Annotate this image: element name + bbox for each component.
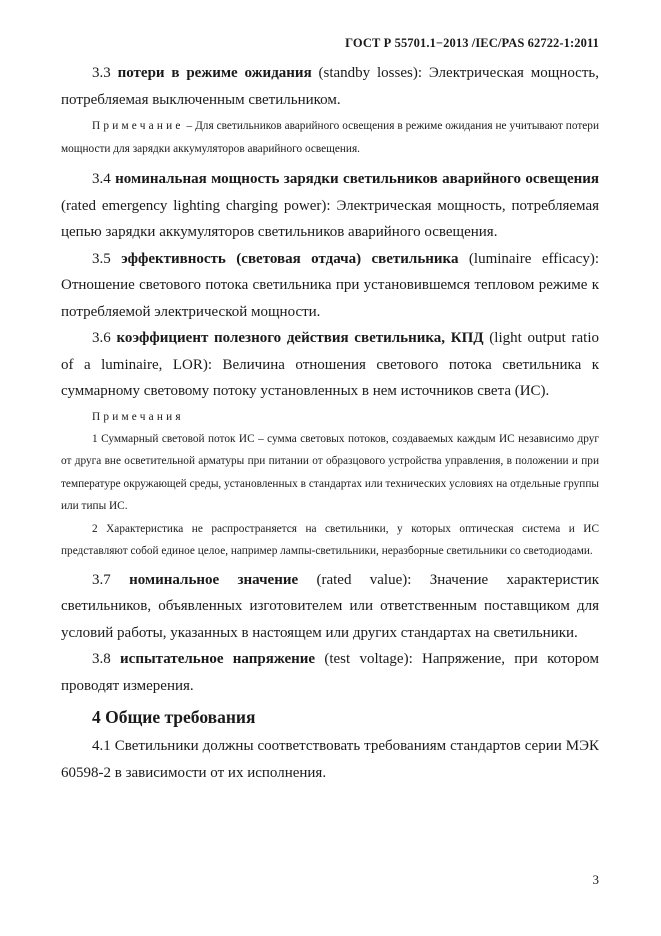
- notes-heading: [61, 406, 599, 428]
- term-3-3: [61, 60, 599, 113]
- term-definition: (rated emergency lighting charging power): Электрическая мощность, потребляемая цепью зарядки аккумуляторов светильников аварийного освещения.: [61, 197, 599, 240]
- term-number: 3.6: [92, 330, 111, 346]
- term-definition: (luminaire efficacy): Отношение светового потока светильника при установившемся тепловом режиме к потребляемой электрической мощности.: [61, 250, 599, 320]
- term-number: 3.5: [92, 250, 111, 267]
- term-title: эффективность (световая отдача) светильника: [121, 250, 459, 267]
- term-3-5: [61, 246, 599, 326]
- term-3-6: [61, 325, 599, 405]
- term-number: 3.7: [92, 571, 111, 588]
- term-3-4: [61, 166, 599, 246]
- document-header: ГОСТ Р 55701.1−2013 /IEC/PAS 62722-1:2011: [345, 36, 599, 50]
- term-definition: (test voltage): Напряжение, при котором проводят измерения.: [61, 651, 599, 694]
- term-number: 3.3: [92, 65, 111, 81]
- term-number: 3.4: [92, 171, 111, 187]
- notes-label: Примечания: [92, 410, 184, 423]
- term-3-7: [61, 567, 599, 647]
- section-heading: 4 Общие требования: [92, 707, 256, 727]
- term-title: потери в режиме ожидания: [117, 65, 312, 81]
- term-title: испытательное напряжение: [120, 651, 316, 667]
- term-definition: (rated value): Значение характеристик светильников, объявленных изготовителем или ответственным поставщиком для условий работы, указанных в настоящем или других стандартах на светильники.: [61, 571, 600, 641]
- term-3-8: [61, 646, 599, 699]
- clause-4-1: 4.1 Светильники должны соответствовать требованиям стандартов серии МЭК 60598-2 в зависимости от их исполнения.: [61, 738, 599, 781]
- term-title: номинальное значение: [129, 571, 299, 588]
- document-body: [61, 60, 599, 786]
- term-title: номинальная мощность зарядки светильников аварийного освещения: [115, 171, 599, 187]
- term-number: 3.8: [92, 651, 111, 667]
- note-1: 1 Суммарный световой поток ИС – сумма световых потоков, создаваемых каждым ИС независимо друг от друга вне осветительной арматуры при питании от образцового устройства управления, в положении и при температуре окружающей среды, установленных в стандартах или технических условиях на отдельные группы или типы ИС.: [61, 432, 599, 512]
- note-2: 2 Характеристика не распространяется на светильники, у которых оптическая система и ИС представляют собой единое целое, например лампы-светильники, неразборные светильники со светодиодами.: [61, 522, 599, 557]
- page-number: 3: [592, 872, 599, 887]
- note-text: – Для светильников аварийного освещения в режиме ожидания не учитывают потери мощности для зарядки аккумуляторов аварийного освещения.: [61, 120, 599, 155]
- term-title: коэффициент полезного действия светильника, КПД: [116, 330, 484, 346]
- term-definition: (standby losses): Электрическая мощность, потребляемая выключенным светильником.: [61, 65, 599, 108]
- term-definition: (light output ratio of a luminaire, LOR): Величина отношения светового потока светильника к суммарному световому потоку установленных в нем источников света (ИС).: [61, 330, 599, 399]
- note-label: Примечание: [92, 120, 184, 132]
- note-3-3: [61, 115, 599, 160]
